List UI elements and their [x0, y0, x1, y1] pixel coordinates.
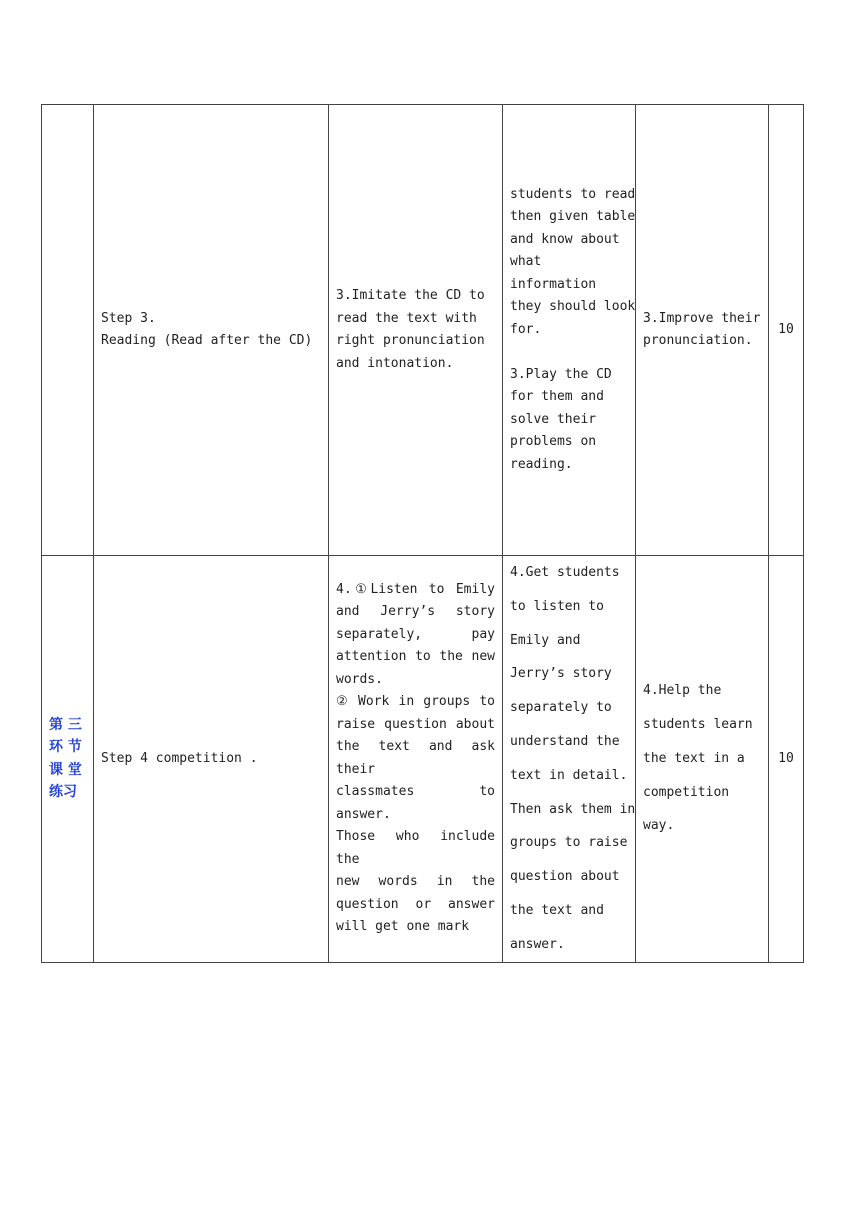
- table-row-step-3: [42, 105, 804, 556]
- text-line: for.: [510, 321, 542, 337]
- text-line: raise question about: [336, 716, 495, 732]
- text-line: separately to: [510, 700, 612, 716]
- text-line: words.: [336, 671, 383, 687]
- text-line: Emily and: [510, 632, 581, 648]
- step-title: Step 4 competition .: [101, 750, 258, 766]
- student-activity-cell: [329, 556, 503, 963]
- text-line: and know about: [510, 231, 620, 247]
- text-line: Jerry’s story: [510, 666, 612, 682]
- text-line: 4.①Listen to Emily: [336, 581, 495, 597]
- text-line: solve their: [510, 411, 597, 427]
- text-line: new words in the: [336, 874, 495, 890]
- step-cell: [94, 556, 329, 963]
- text-line: 3.Play the CD: [510, 366, 612, 382]
- text-line: separately, pay: [336, 626, 495, 642]
- stage-label-line: 课 堂: [49, 761, 82, 778]
- text-line: problems on: [510, 434, 597, 450]
- step-title: Step 3.: [101, 310, 156, 326]
- text-line: what: [510, 254, 542, 270]
- text-line: the text and ask their: [336, 739, 495, 777]
- text-line: information: [510, 276, 597, 292]
- text-line: pronunciation.: [643, 333, 753, 348]
- student-activity-cell: [329, 105, 503, 556]
- text-line: will get one mark: [336, 919, 470, 935]
- step-cell: [94, 105, 329, 556]
- text-line: students learn: [643, 717, 753, 733]
- text-line: classmates to answer.: [336, 784, 495, 822]
- text-line: answer.: [510, 936, 565, 952]
- text-line: 4.Help the: [643, 683, 722, 699]
- stage-label-line: 第 三: [49, 716, 82, 733]
- minutes-cell: 10: [769, 105, 804, 556]
- text-line: reading.: [510, 456, 573, 472]
- table-row-step-4: [42, 556, 804, 963]
- text-line: question about: [510, 869, 620, 885]
- text-line: read the text with: [336, 310, 477, 326]
- text-line: understand the: [510, 733, 620, 749]
- text-line: question or answer: [336, 896, 495, 912]
- text-line: to listen to: [510, 598, 604, 614]
- text-line: and intonation.: [336, 355, 454, 371]
- text-line: 3.Improve their: [643, 310, 761, 326]
- stage-label-line: 环 节: [49, 739, 82, 756]
- text-line: 4.Get students: [510, 565, 620, 580]
- text-line: and Jerry’s story: [336, 604, 495, 620]
- purpose-cell: [636, 556, 769, 963]
- text-line: ② Work in groups to: [336, 694, 495, 710]
- text-line: attention to the new: [336, 649, 495, 665]
- text-line: then given table: [510, 209, 636, 225]
- minutes-cell: 10: [769, 556, 804, 963]
- paragraph-gap: [510, 341, 628, 364]
- text-line: right pronunciation: [336, 333, 485, 348]
- text-line: 3.Imitate the CD to: [336, 288, 485, 303]
- text-line: way.: [643, 818, 675, 834]
- stage-cell-empty: [42, 105, 94, 556]
- stage-cell: [42, 556, 94, 963]
- text-line: groups to raise: [510, 835, 628, 851]
- text-line: Those who include the: [336, 829, 495, 867]
- text-line: the text and: [510, 902, 604, 918]
- stage-label-line: 练习: [49, 784, 77, 801]
- teacher-activity-cell: [503, 105, 636, 556]
- text-line: the text in a: [643, 750, 745, 766]
- text-line: students to read: [510, 186, 636, 202]
- text-line: Then ask them in: [510, 801, 636, 817]
- teacher-activity-cell: [503, 556, 636, 963]
- text-line: text in detail.: [510, 767, 628, 783]
- step-subtitle: Reading (Read after the CD): [101, 333, 313, 348]
- lesson-plan-table: [41, 104, 804, 963]
- text-line: for them and: [510, 389, 604, 405]
- purpose-cell: [636, 105, 769, 556]
- text-line: they should look: [510, 299, 636, 315]
- text-line: competition: [643, 784, 730, 800]
